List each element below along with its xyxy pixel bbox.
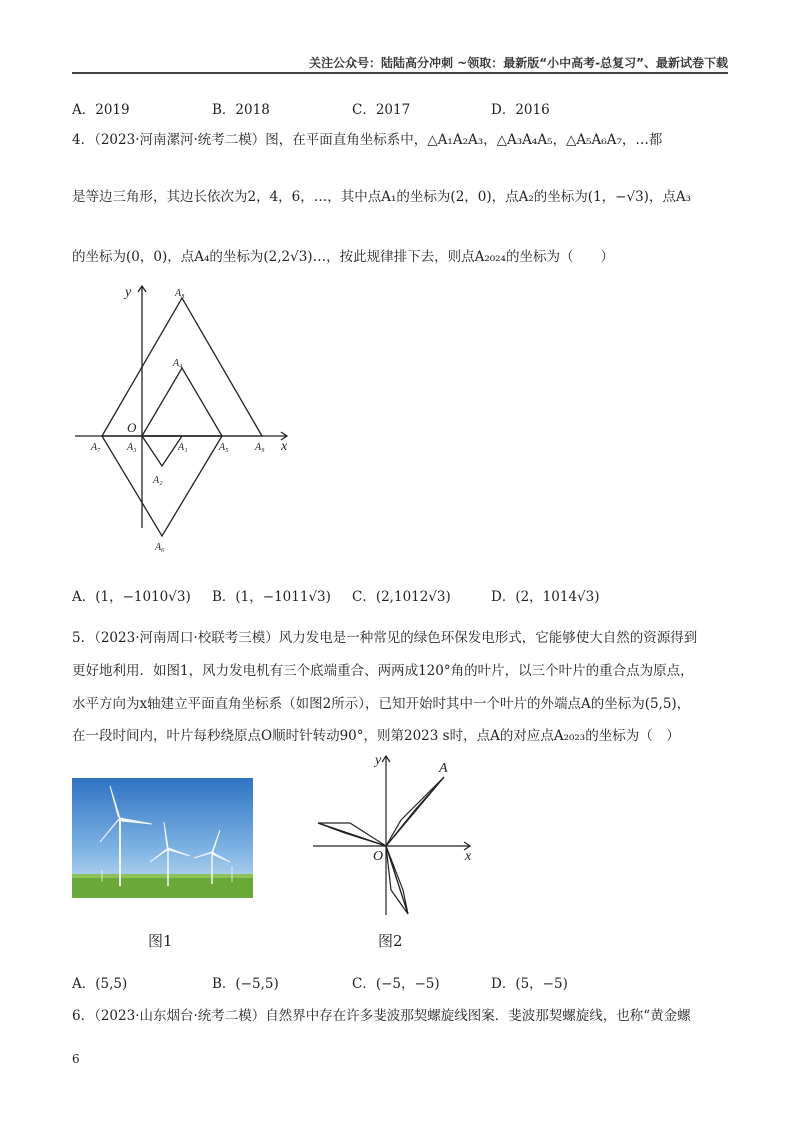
- point-a-label: A: [439, 761, 448, 776]
- wind-turbine-photo: [72, 778, 253, 898]
- label-a4: A₄: [173, 358, 183, 369]
- q4-option-b: B．(1，−1011√3): [212, 589, 331, 605]
- q4-option-d: D．(2，1014√3): [491, 589, 600, 605]
- q5-line-3: 水平方向为x轴建立平面直角坐标系（如图2所示），已知开始时其中一个叶片的外端点A的坐标为(5,5)，: [72, 696, 691, 712]
- header-rule: [72, 72, 728, 74]
- q5-line-2: 更好地利用．如图1，风力发电机有三个底端重合、两两成120°角的叶片，以三个叶片的重合点为原点，: [72, 663, 694, 679]
- origin-label: O: [127, 420, 137, 435]
- q4-line-3: 的坐标为(0，0)，点A₄的坐标为(2,2√3)…，按此规律排下去，则点A₂₀₂₄的坐标为（ ）: [72, 249, 614, 265]
- q5-option-c: C．(−5，−5): [352, 976, 440, 992]
- figure-1-caption: 图1: [148, 932, 173, 950]
- y-axis-label: y: [375, 753, 382, 768]
- triangle-a5a6a7: [102, 436, 222, 536]
- label-a3: A₃: [127, 442, 137, 453]
- q5-blade-figure: [305, 750, 485, 922]
- page-number: 6: [72, 1052, 80, 1066]
- q4-triangle-figure: [65, 278, 305, 558]
- label-a1: A₁: [178, 442, 188, 453]
- triangle-a1a2a3: [142, 436, 182, 466]
- q4-option-c: C．(2,1012√3): [352, 589, 451, 605]
- q5-option-b: B．(−5,5): [212, 976, 279, 992]
- y-axis-label: y: [125, 285, 132, 300]
- q4-option-a: A．(1，−1010√3): [72, 589, 191, 605]
- origin-label: O: [373, 849, 384, 864]
- q5-line-4: 在一段时间内，叶片每秒绕原点O顺时针转动90°，则第2023 s时，点A的对应点A₂₀₂₃的坐标为（ ）: [72, 728, 680, 744]
- q4-line-1: 4．（2023·河南漯河·统考二模）图，在平面直角坐标系中，△A₁A₂A₃，△A₃A₄A₅，△A₅A₆A₇，…都: [72, 132, 663, 148]
- q3-option-d: D．2016: [491, 102, 550, 118]
- q4-line-2: 是等边三角形，其边长依次为2，4，6，…，其中点A₁的坐标为(2，0)，点A₂的坐标为(1，−√3)，点A₃: [72, 189, 692, 205]
- label-a8: A₈: [175, 288, 185, 299]
- q5-option-a: A．(5,5): [72, 976, 128, 992]
- page-header: 关注公众号：陆陆高分冲刺 ~领取：最新版“小中高考-总复习”、最新试卷下载: [309, 56, 728, 70]
- x-axis-label: x: [465, 849, 472, 864]
- x-axis-label: x: [281, 439, 288, 454]
- label-a2: A₂: [153, 475, 163, 486]
- label-a9: A₉: [255, 442, 265, 453]
- triangle-a3a4a5: [142, 368, 222, 436]
- label-a6: A₆: [155, 542, 165, 553]
- q6-line-1: 6．（2023·山东烟台·统考二模）自然界中存在许多斐波那契螺旋线图案．斐波那契螺旋线，也称“黄金螺: [72, 1008, 691, 1024]
- q3-option-a: A．2019: [72, 102, 130, 118]
- figure-2-caption: 图2: [378, 932, 403, 950]
- q3-option-c: C．2017: [352, 102, 411, 118]
- q5-option-d: D．(5，−5): [491, 976, 568, 992]
- q5-line-1: 5．（2023·河南周口·校联考三模）风力发电是一种常见的绿色环保发电形式，它能够使大自然的资源得到: [72, 630, 698, 646]
- label-a5: A₅: [219, 442, 229, 453]
- q3-option-b: B．2018: [212, 102, 270, 118]
- label-a7: A₇: [91, 442, 101, 453]
